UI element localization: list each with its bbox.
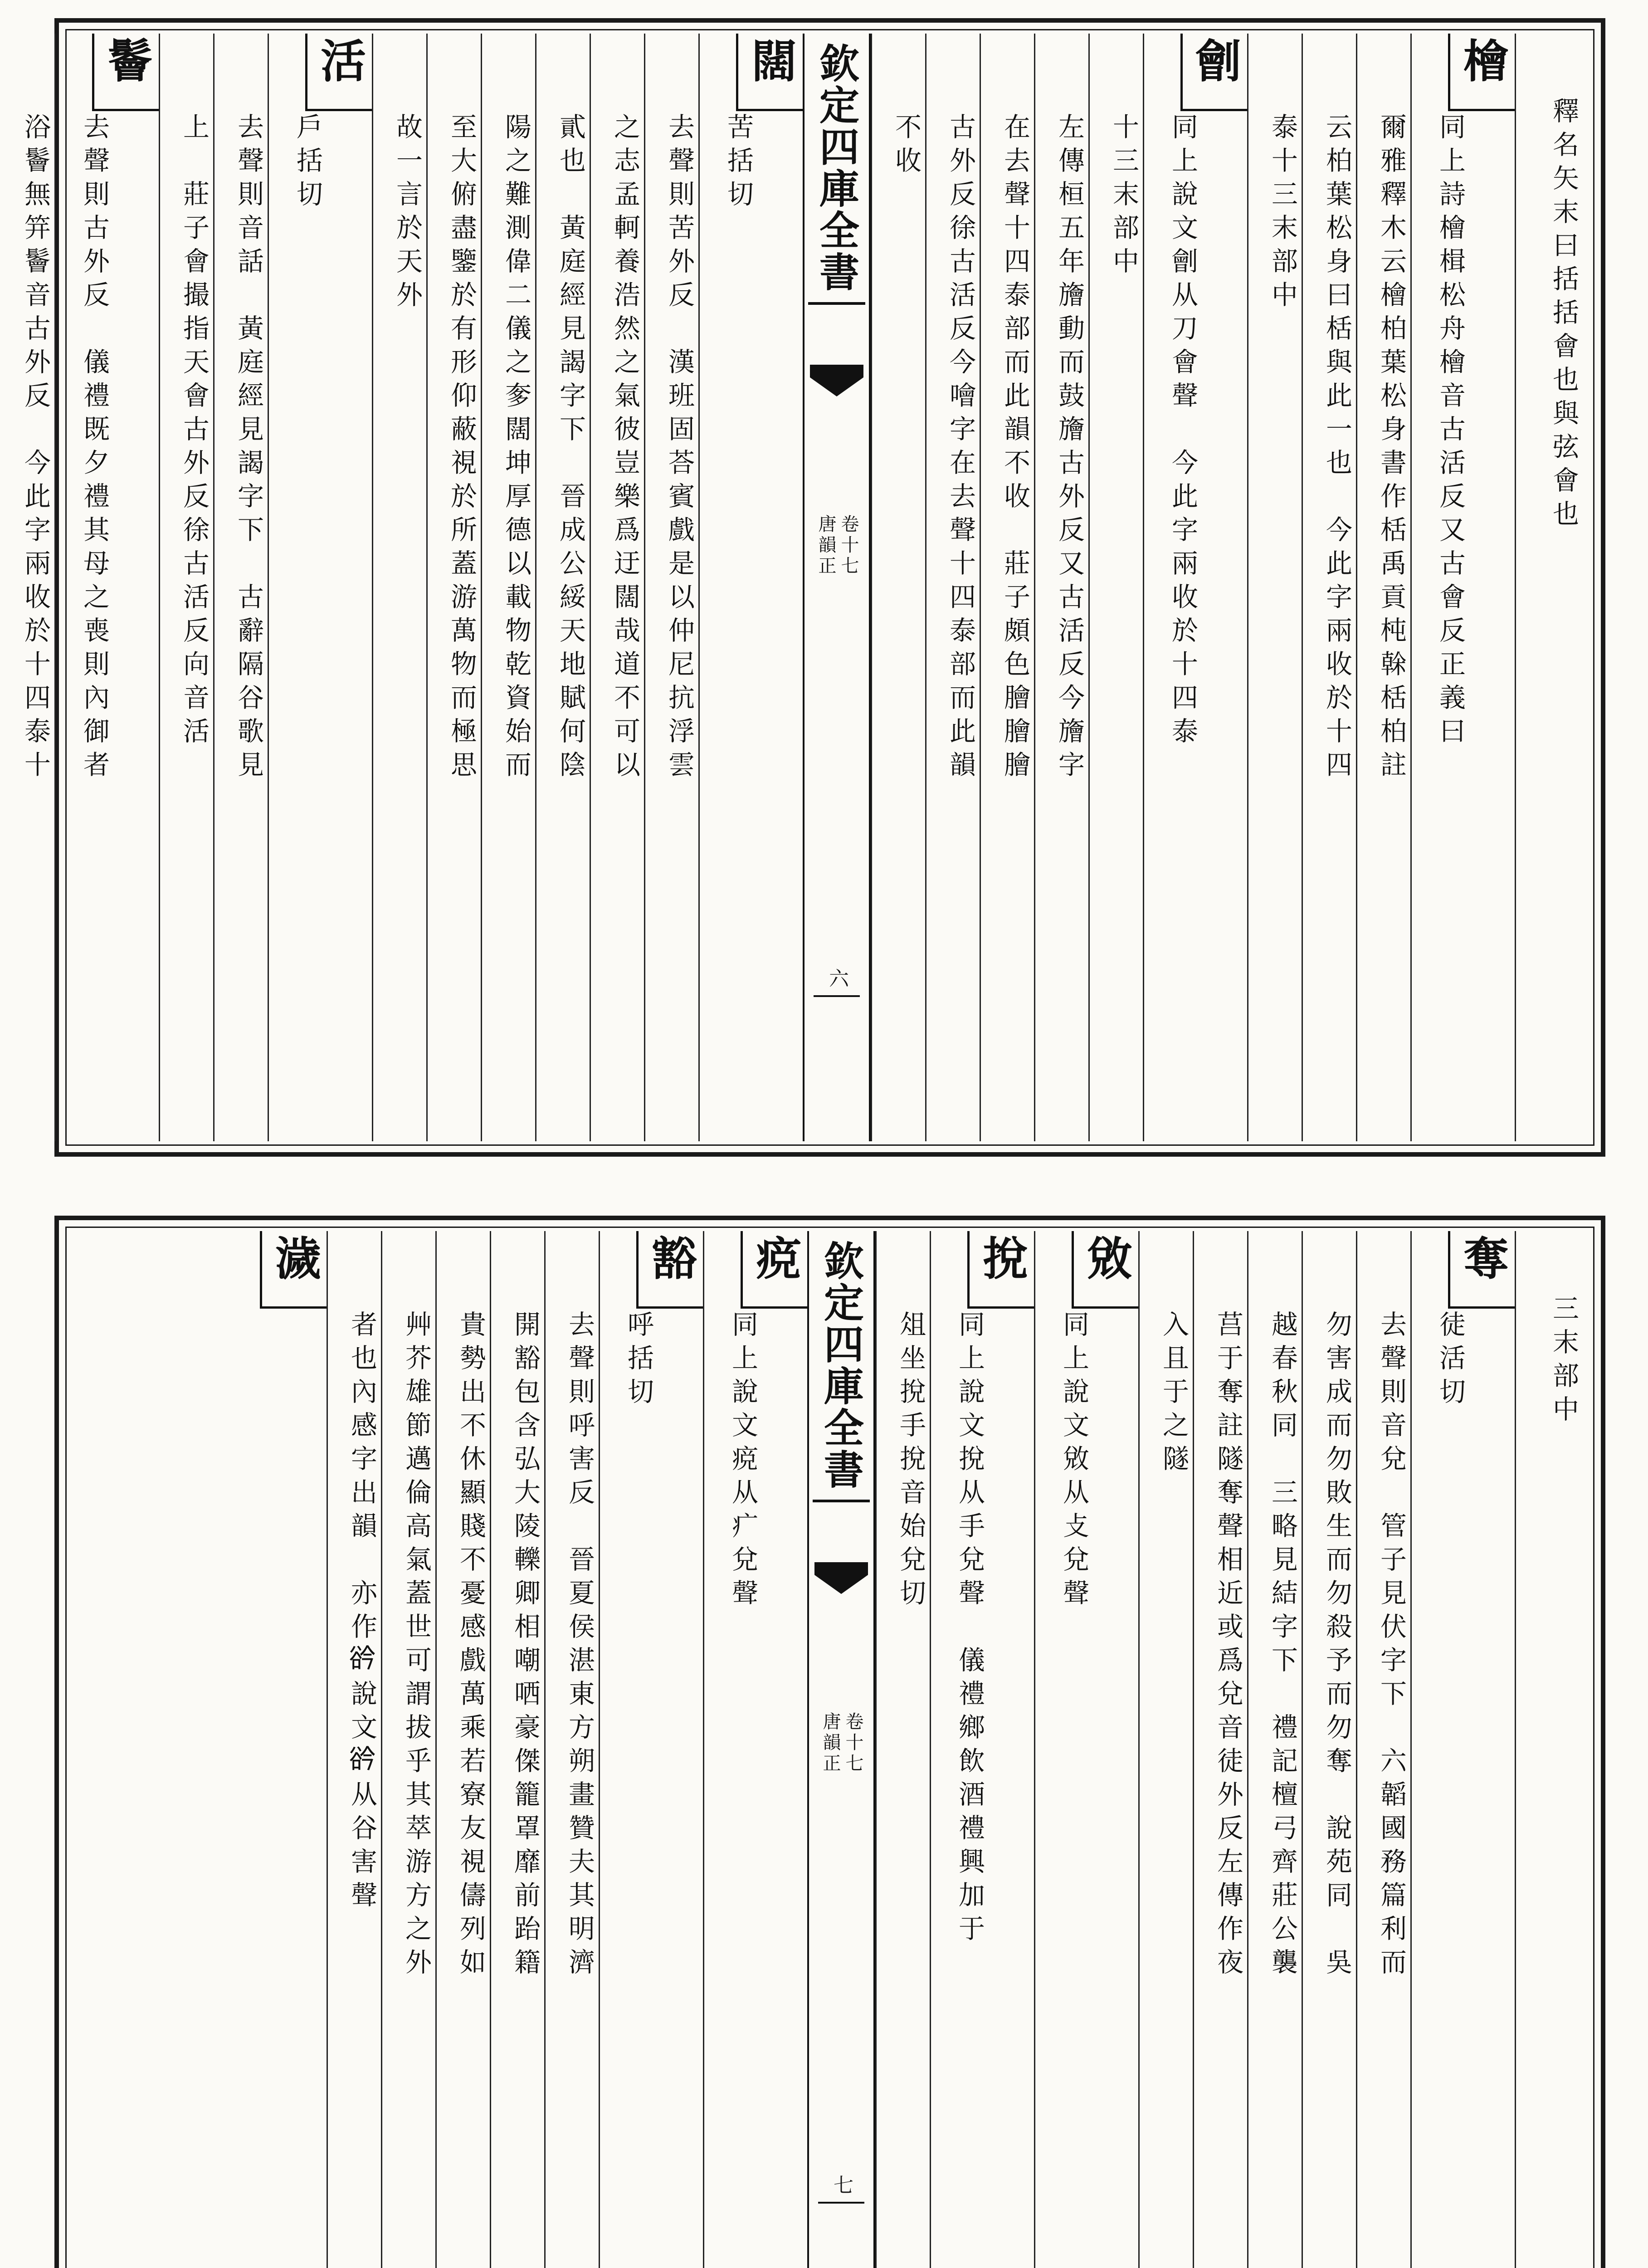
column-line: 勿害成而勿敗生而勿殺予而勿奪 說苑同 吳 — [1321, 1310, 1352, 1982]
bottom-page-columns — [77, 1231, 1583, 2268]
text-column — [1302, 34, 1356, 1141]
column-line: 莒于奪註隧奪聲相近或爲兌音徒外反左傳作夜 — [1213, 1310, 1243, 1982]
text-column — [1515, 34, 1583, 1141]
column-line: 左傳桓五年旝動而鼓旝古外反又古活反今旝字 — [1054, 113, 1085, 784]
text-column — [980, 34, 1034, 1141]
text-column — [1247, 1231, 1302, 2268]
text-column — [1193, 1231, 1247, 2268]
head-character: 痥 — [741, 1231, 807, 1309]
column-line: 同上詩檜楫松舟檜音古活反又古會反正義曰 — [1435, 113, 1466, 751]
column-line: 同上說文痥从疒兌聲 — [727, 1310, 758, 1613]
text-column — [426, 34, 481, 1141]
head-character: 敓 — [1072, 1231, 1138, 1309]
column-line: 去聲則古外反 儀禮既夕禮其母之喪則內御者 — [79, 113, 110, 784]
column-line: 苦括切 — [723, 113, 754, 214]
text-column — [435, 1231, 490, 2268]
text-column — [327, 1231, 381, 2268]
text-column — [871, 34, 925, 1141]
entry-column — [698, 34, 803, 1141]
entry-column — [599, 1231, 703, 2268]
entry-column — [54, 34, 159, 1141]
column-line: 浴鬠無笄鬠音古外反 今此字兩收於十四泰十 — [20, 113, 51, 784]
entry-column — [930, 1231, 1034, 2268]
text-column — [1034, 34, 1088, 1141]
fish-tail-mark — [814, 1562, 868, 1594]
collection-title: 欽定四庫全書 — [813, 1240, 870, 1502]
text-column — [490, 1231, 544, 2268]
head-character: 濊 — [260, 1231, 327, 1309]
column-line: 貳也 黃庭經見謁字下 晉成公綏天地賦何陰 — [555, 113, 586, 784]
column-line: 貴勢出不休顯賤不憂感戲萬乘若寮友視儔列如 — [455, 1310, 486, 1982]
volume-label: 卷十七 — [838, 514, 859, 577]
entry-column — [1410, 34, 1515, 1141]
top-page — [20, 18, 1605, 1157]
column-line: 入且于之隧 — [1158, 1310, 1189, 1478]
text-column — [213, 34, 268, 1141]
column-line: 釋名矢末曰括括會也與弦會也 — [1548, 97, 1579, 533]
column-line: 云柏葉松身曰栝與此一也 今此字兩收於十四 — [1321, 113, 1352, 784]
column-line: 上 莊子會撮指天會古外反徐古活反向音活 — [179, 113, 210, 751]
column-line: 同上說文敓从攴兌聲 — [1058, 1310, 1089, 1613]
column-line: 三末部中 — [1548, 1295, 1579, 1429]
column-line: 同上說文劊从刀會聲 今此字兩收於十四泰 — [1167, 113, 1198, 751]
text-column — [1356, 1231, 1410, 2268]
column-line: 徒活切 — [1435, 1310, 1466, 1411]
column-line: 不收 — [891, 113, 922, 180]
column-line: 去聲則苦外反 漢班固荅賓戲是以仲尼抗浮雲 — [664, 113, 695, 784]
column-line: 十三末部中 — [1108, 113, 1139, 281]
text-column — [544, 1231, 599, 2268]
center-gutter — [807, 1231, 875, 2268]
column-line: 越春秋同 三略見結字下 禮記檀弓齊莊公襲 — [1267, 1310, 1298, 1982]
column-line: 同上說文挩从手兌聲 儀禮鄉飲酒禮興加于 — [954, 1310, 985, 1948]
text-column — [1138, 1231, 1193, 2268]
head-character: 闊 — [736, 34, 803, 111]
collection-title: 欽定四庫全書 — [808, 43, 865, 305]
head-character: 鬠 — [92, 34, 159, 111]
text-column — [0, 34, 54, 1141]
column-line: 戶括切 — [292, 113, 323, 214]
text-column — [372, 34, 426, 1141]
column-line: 去聲則呼害反 晉夏侯湛東方朔畫贊夫其明濟 — [564, 1310, 595, 1982]
column-line: 開豁包含弘大陵轢卿相嘲哂豪傑籠罩靡前跆籍 — [510, 1310, 541, 1982]
text-column — [1515, 1231, 1583, 2268]
head-character: 豁 — [636, 1231, 703, 1309]
book-title: 唐韻正 — [815, 514, 836, 577]
fish-tail-mark — [810, 365, 863, 396]
head-character: 挩 — [967, 1231, 1034, 1309]
folio-rule — [814, 995, 860, 997]
head-character: 檜 — [1448, 34, 1515, 111]
book-title: 唐韻正 — [820, 1712, 841, 1774]
text-column — [1088, 34, 1143, 1141]
entry-column — [222, 1231, 327, 2268]
top-page-columns — [20, 34, 1583, 1141]
center-gutter — [803, 34, 871, 1141]
column-line: 艸芥雄節邁倫高氣蓋世可謂拔乎其萃游方之外 — [401, 1310, 432, 1982]
column-line: 古外反徐古活反今噲字在去聲十四泰部而此韻 — [945, 113, 976, 784]
bottom-page — [54, 1216, 1605, 2268]
text-column — [925, 34, 980, 1141]
column-line: 至大俯盡鑒於有形仰蔽視於所蓋游萬物而極思 — [446, 113, 477, 784]
entry-column — [1143, 34, 1247, 1141]
text-column — [381, 1231, 435, 2268]
entry-column — [268, 34, 372, 1141]
text-column — [481, 34, 535, 1141]
text-column — [535, 34, 590, 1141]
entry-column — [1034, 1231, 1138, 2268]
column-line: 俎坐挩手挩音始兌切 — [895, 1310, 926, 1613]
head-character: 劊 — [1180, 34, 1247, 111]
folio-number: 七 — [830, 2175, 853, 2195]
text-column — [1247, 34, 1302, 1141]
entry-column — [1410, 1231, 1515, 2268]
text-column — [875, 1231, 930, 2268]
column-line: 在去聲十四泰部而此韻不收 莊子頗色膾膾膾 — [1000, 113, 1030, 784]
column-line: 去聲則音兌 管子見伏字下 六韜國務篇利而 — [1376, 1310, 1407, 1982]
column-line: 之志孟軻養浩然之氣彼豈樂爲迂闊哉道不可以 — [609, 113, 640, 784]
column-line: 去聲則音話 黃庭經見謁字下 古辭隔谷歌見 — [233, 113, 264, 784]
entry-column — [703, 1231, 807, 2268]
column-line: 故一言於天外 — [392, 113, 423, 314]
head-character: 奪 — [1448, 1231, 1515, 1309]
column-line: 者也內感字出韻 亦作𧮰說文𧮰从谷害聲 — [346, 1310, 377, 1915]
text-column — [590, 34, 644, 1141]
text-column — [644, 34, 698, 1141]
text-column — [159, 34, 213, 1141]
column-line: 陽之難測偉二儀之奓闊坤厚德以載物乾資始而 — [501, 113, 531, 784]
folio-rule — [818, 2202, 864, 2204]
column-line: 爾雅釋木云檜柏葉松身書作栝禹貢杶榦栝柏註 — [1376, 113, 1407, 784]
folio-number: 六 — [825, 968, 848, 988]
text-column — [1302, 1231, 1356, 2268]
head-character: 活 — [305, 34, 372, 111]
volume-label: 卷十七 — [843, 1712, 863, 1774]
column-line: 呼括切 — [623, 1310, 654, 1411]
text-column — [1356, 34, 1410, 1141]
column-line: 泰十三末部中 — [1267, 113, 1298, 314]
